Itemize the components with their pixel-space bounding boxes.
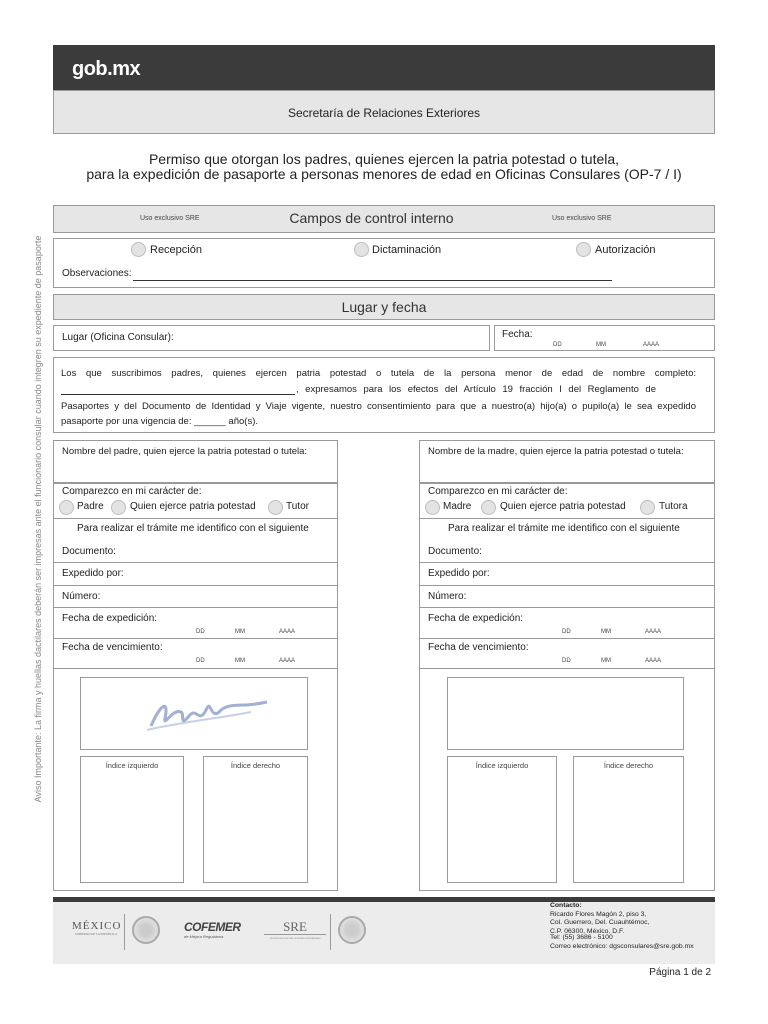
father-issue-date-label[interactable]: Fecha de expedición: [62,613,158,624]
mexico-logo [72,920,120,936]
mother-opt-tutora-label: Tutora [659,501,688,512]
mother-left-index-box[interactable] [447,756,557,883]
father-issued-label[interactable]: Expedido por: [62,568,124,579]
father-divider [53,585,338,586]
header-bar [53,45,715,90]
father-expiry-yyyy: AAAA [279,658,296,664]
mother-issue-yyyy: AAAA [645,629,662,635]
form-title-line2: para la expedición de pasaporte a personas menores de edad en Oficinas Consulares (OP-7 / I) [86,166,682,182]
father-opt-padre-label: Padre [77,501,104,512]
contact-address3: C.P. 06300, México, D.F. [550,927,625,935]
mother-expiry-yyyy: AAAA [645,658,662,664]
contact-address1: Ricardo Flores Magón 2, piso 3, [550,910,647,918]
father-right-index-box[interactable] [203,756,308,883]
mexico-logo-sub: GOBIERNO DE LA REPÚBLICA [74,932,118,936]
mother-opt-tutora-radio[interactable] [640,500,655,515]
form-title-line1: Permiso que otorgan los padres, quienes ejercen la patria potestad o tutela, [148,151,620,167]
father-expiry-mm: MM [235,658,245,664]
mother-opt-madre-radio[interactable] [425,500,440,515]
cofemer-logo-sub: de Mejora Regulatoria [184,934,224,939]
contact-address2: Col. Guerrero, Del. Cuauhtémoc, [550,919,650,926]
authorization-label: Autorización [595,244,656,256]
mother-divider [419,585,715,586]
cofemer-logo-text: COFEMER [184,920,241,934]
minor-name-line[interactable] [61,394,295,395]
mother-signature-box[interactable] [447,677,684,750]
control-title: Campos de control interno [289,210,454,226]
place-title: Lugar y fecha [341,299,427,315]
mother-divider [419,562,715,563]
mother-left-index-label: Índice izquierdo [475,761,529,770]
mother-divider [419,638,715,639]
page-number: Página 1 de 2 [649,967,711,978]
consent-line3: Pasaportes y del Documento de Identidad y Viaje vigente, nuestro consentimiento para que a nuestro(a) hijo(a) o pupilo(a) le sea expedido [61,401,696,412]
reception-label: Recepción [150,244,202,256]
father-opt-padre-radio[interactable] [59,500,74,515]
father-divider [53,668,338,669]
contact-email[interactable]: Correo electrónico: dgsconsulares@sre.gob.mx [550,942,694,950]
consent-line1: Los que suscribimos padres, quienes ejercen patria potestad o tutela de la persona menor de edad de nombre completo: [61,368,696,379]
father-left-index-label: Índice izquierdo [105,761,159,770]
sre-logo-text: SRE [264,920,326,935]
side-note: Aviso Importante: La firma y huellas dactilares deberán ser impresas ante el funcionario consular cuando integren su expediente de pasaporte [33,235,43,803]
father-issue-yyyy: AAAA [279,629,296,635]
father-opt-potestad-label: Quien ejerce patria potestad [130,501,256,512]
mother-right-index-label: Índice derecho [603,761,654,770]
mother-expiry-mm: MM [601,658,611,664]
dictamination-radio[interactable] [354,242,369,257]
father-expiry-date-label[interactable]: Fecha de vencimiento: [62,642,163,653]
father-number-label[interactable]: Número: [62,591,101,602]
date-yyyy: AAAA [643,342,660,348]
mother-issue-mm: MM [601,629,611,635]
mother-expiry-dd: DD [562,658,571,664]
date-dd: DD [553,342,562,348]
father-character-label: Comparezco en mi carácter de: [62,486,202,497]
authorization-radio[interactable] [576,242,591,257]
father-issue-dd: DD [196,629,205,635]
consent-line2: , expresamos para los efectos del Artículo 19 fracción I del Reglamento de [296,384,656,395]
reception-radio[interactable] [131,242,146,257]
mother-issued-label[interactable]: Expedido por: [428,568,490,579]
mother-identify-text: Para realizar el trámite me identifico con el siguiente [448,523,680,534]
father-opt-tutor-label: Tutor [286,501,309,512]
father-left-index-box[interactable] [80,756,184,883]
father-divider [53,638,338,639]
date-label: Fecha: [502,329,533,340]
brand-logo: gob.mx [72,58,141,80]
father-name-label: Nombre del padre, quien ejerce la patria potestad o tutela: [62,446,308,457]
date-mm: MM [596,342,606,348]
father-identify-text: Para realizar el trámite me identifico con el siguiente [77,523,309,534]
mother-opt-potestad-radio[interactable] [481,500,496,515]
eagle-seal-icon [132,916,160,944]
mother-divider [419,668,715,669]
father-divider [53,562,338,563]
place-label: Lugar (Oficina Consular): [62,332,174,343]
father-opt-potestad-radio[interactable] [111,500,126,515]
cofemer-logo [184,920,241,939]
logo-divider [330,914,331,950]
father-right-index-label: Índice derecho [230,761,281,770]
mother-number-label[interactable]: Número: [428,591,467,602]
mother-issue-dd: DD [562,629,571,635]
mother-name-label: Nombre de la madre, quien ejerce la patria potestad o tutela: [428,446,684,457]
contact-phone: Tel: (55) 3686 - 5100 [550,934,613,941]
father-divider [53,518,338,519]
control-right-note: Uso exclusivo SRE [552,215,612,222]
control-left-note: Uso exclusivo SRE [140,215,200,222]
dictamination-label: Dictaminación [372,244,442,256]
mother-divider [419,518,715,519]
father-divider [53,607,338,608]
contact-block [550,902,694,951]
father-opt-tutor-radio[interactable] [268,500,283,515]
father-issue-mm: MM [235,629,245,635]
father-signature-box[interactable] [80,677,308,750]
mother-expiry-date-label[interactable]: Fecha de vencimiento: [428,642,529,653]
signature-mark [81,678,309,751]
logo-divider [124,914,125,950]
mother-right-index-box[interactable] [573,756,684,883]
sre-logo [264,920,326,940]
mother-opt-madre-label: Madre [443,501,472,512]
mother-character-label: Comparezco en mi carácter de: [428,486,568,497]
father-expiry-dd: DD [196,658,205,664]
agency-name: Secretaría de Relaciones Exteriores [287,106,481,120]
mexico-logo-text: MÉXICO [72,920,122,932]
mother-opt-potestad-label: Quien ejerce patria potestad [500,501,626,512]
father-document-label[interactable]: Documento: [62,546,116,557]
eagle-seal-icon [338,916,366,944]
mother-document-label[interactable]: Documento: [428,546,482,557]
observations-label: Observaciones: [62,268,132,279]
observations-line[interactable] [133,280,612,281]
contact-title: Contacto: [550,902,582,909]
mother-divider [419,607,715,608]
sre-logo-sub: SECRETARÍA DE RELACIONES EXTERIORES [269,937,321,940]
mother-issue-date-label[interactable]: Fecha de expedición: [428,613,524,624]
consent-line4: pasaporte por una vigencia de: ______ año(s). [61,416,258,427]
